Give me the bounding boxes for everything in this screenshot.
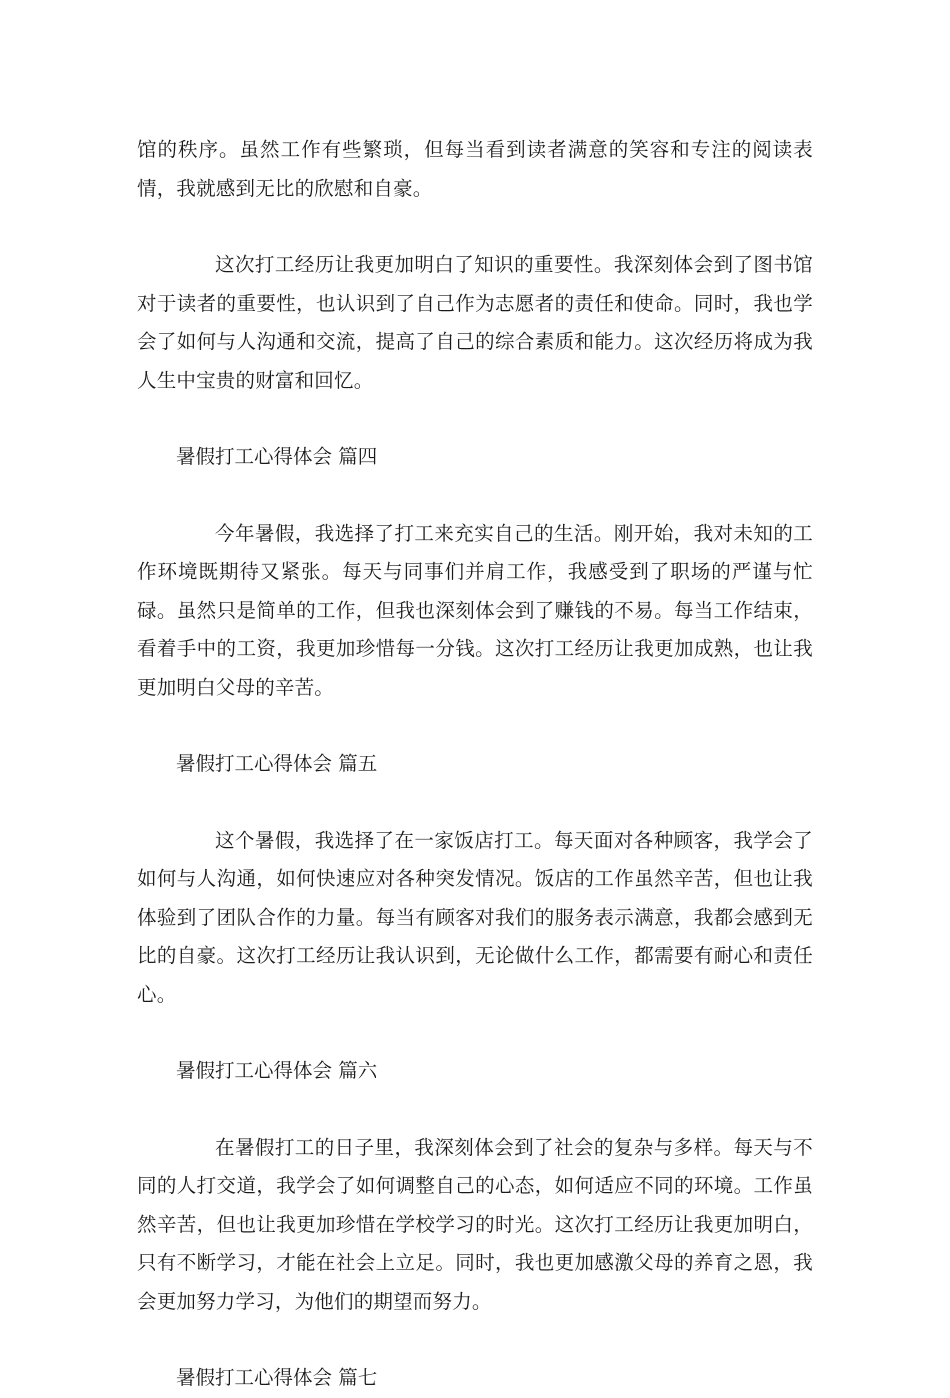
section-heading-part-seven: 暑假打工心得体会 篇七 (176, 1366, 378, 1389)
paragraph-gap (137, 208, 813, 246)
paragraph-gap (137, 784, 813, 822)
section-heading-part-four: 暑假打工心得体会 篇四 (176, 445, 378, 468)
paragraph: 这次打工经历让我更加明白了知识的重要性。我深刻体会到了图书馆对于读者的重要性，也认识到了自己作为志愿者的责任和使命。同时，我也学会了如何与人沟通和交流，提高了自己的综合素质和能力。这次经历将成为我人生中宝贵的财富和回忆。 (137, 253, 813, 392)
paragraph-gap (137, 707, 813, 745)
paragraph-gap (137, 1321, 813, 1359)
paragraph-gap (137, 1014, 813, 1052)
section-heading-part-six: 暑假打工心得体会 篇六 (176, 1059, 378, 1082)
paragraph-gap (137, 1091, 813, 1129)
document-body (137, 131, 813, 1398)
paragraph: 这个暑假，我选择了在一家饭店打工。每天面对各种顾客，我学会了如何与人沟通，如何快速应对各种突发情况。饭店的工作虽然辛苦，但也让我体验到了团队合作的力量。每当有顾客对我们的服务表示满意，我都会感到无比的自豪。这次打工经历让我认识到，无论做什么工作，都需要有耐心和责任心。 (137, 828, 813, 1006)
paragraph-gap (137, 400, 813, 438)
paragraph-continued: 馆的秩序。虽然工作有些繁琐，但每当看到读者满意的笑容和专注的阅读表情，我就感到无比的欣慰和自豪。 (137, 138, 813, 200)
section-heading-part-five: 暑假打工心得体会 篇五 (176, 752, 378, 775)
paragraph: 今年暑假，我选择了打工来充实自己的生活。刚开始，我对未知的工作环境既期待又紧张。每天与同事们并肩工作，我感受到了职场的严谨与忙碌。虽然只是简单的工作，但我也深刻体会到了赚钱的不易。每当工作结束，看着手中的工资，我更加珍惜每一分钱。这次打工经历让我更加成熟，也让我更加明白父母的辛苦。 (137, 521, 813, 699)
paragraph-gap (137, 477, 813, 515)
paragraph: 在暑假打工的日子里，我深刻体会到了社会的复杂与多样。每天与不同的人打交道，我学会了如何调整自己的心态，如何适应不同的环境。工作虽然辛苦，但也让我更加珍惜在学校学习的时光。这次打工经历让我更加明白，只有不断学习，才能在社会上立足。同时，我也更加感激父母的养育之恩，我会更加努力学习，为他们的期望而努力。 (137, 1135, 813, 1313)
